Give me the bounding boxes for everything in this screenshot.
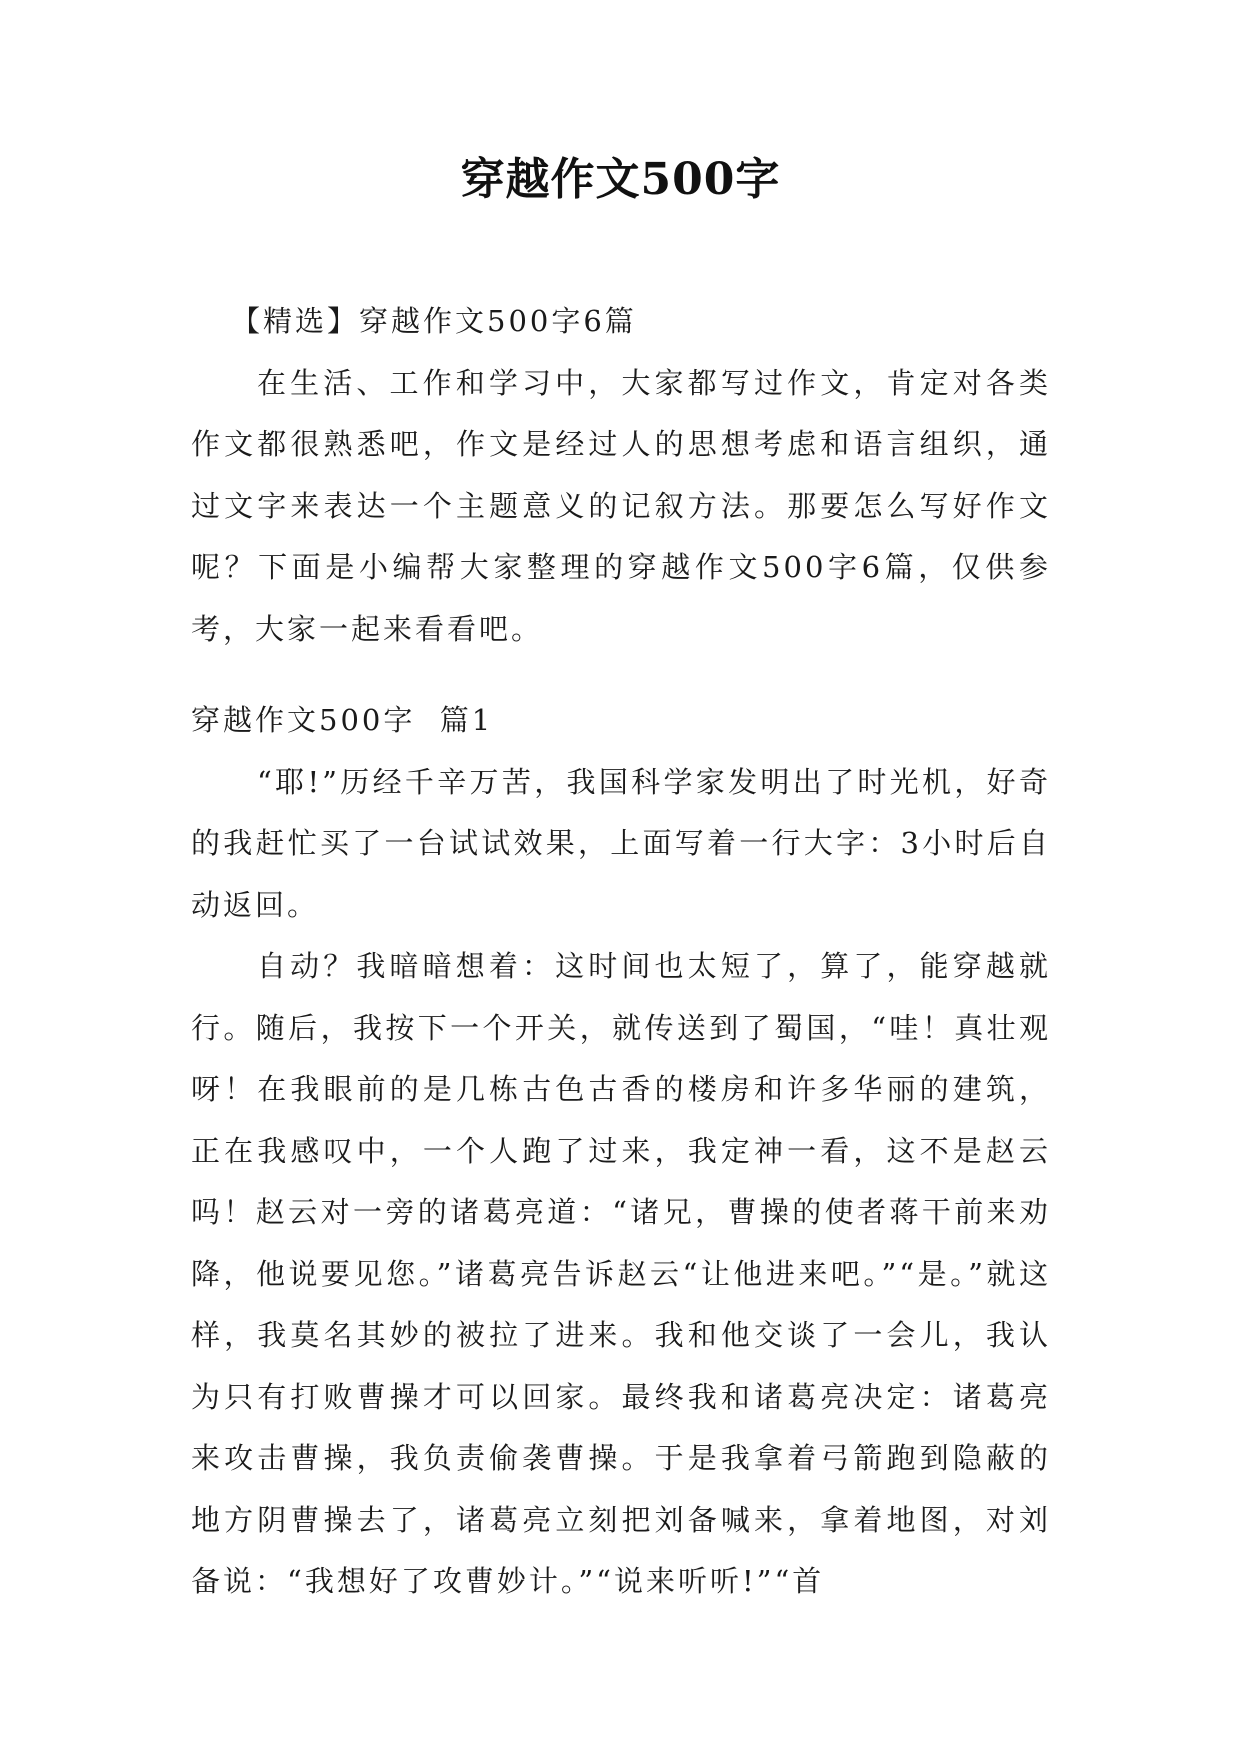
body-paragraph-2: 自动？我暗暗想着：这时间也太短了，算了，能穿越就行。随后，我按下一个开关，就传送到了蜀国，“哇！真壮观呀！在我眼前的是几栋古色古香的楼房和许多华丽的建筑，正在我感叹中，一个人跑了过来，我定神一看，这不是赵云吗！赵云对一旁的诸葛亮道：“诸兄，曹操的使者蒋干前来劝降，他说要见您。”诸葛亮告诉赵云“让他进来吧。”“是。”就这样，我莫名其妙的被拉了进来。我和他交谈了一会儿，我认为只有打败曹操才可以回家。最终我和诸葛亮决定：诸葛亮来攻击曹操，我负责偷袭曹操。于是我拿着弓箭跑到隐蔽的地方阴曹操去了，诸葛亮立刻把刘备喊来，拿着地图，对刘备说：“我想好了攻曹妙计。”“说来听听!”“首	[191, 949, 1051, 1598]
section-1	[191, 690, 1051, 1613]
intro-block	[191, 291, 1051, 660]
document-subtitle: 【精选】穿越作文500字6篇	[231, 304, 637, 338]
body-paragraph-1: “耶!”历经千辛万苦，我国科学家发明出了时光机，好奇的我赶忙买了一台试试效果，上面写着一行大字：3小时后自动返回。	[191, 764, 1051, 922]
document-title: 穿越作文500字	[460, 154, 781, 205]
intro-paragraph: 在生活、工作和学习中，大家都写过作文，肯定对各类作文都很熟悉吧，作文是经过人的思想考虑和语言组织，通过文字来表达一个主题意义的记叙方法。那要怎么写好作文呢？下面是小编帮大家整理的穿越作文500字6篇，仅供参考，大家一起来看看吧。	[191, 365, 1051, 646]
section-heading: 穿越作文500字 篇1	[191, 703, 494, 737]
